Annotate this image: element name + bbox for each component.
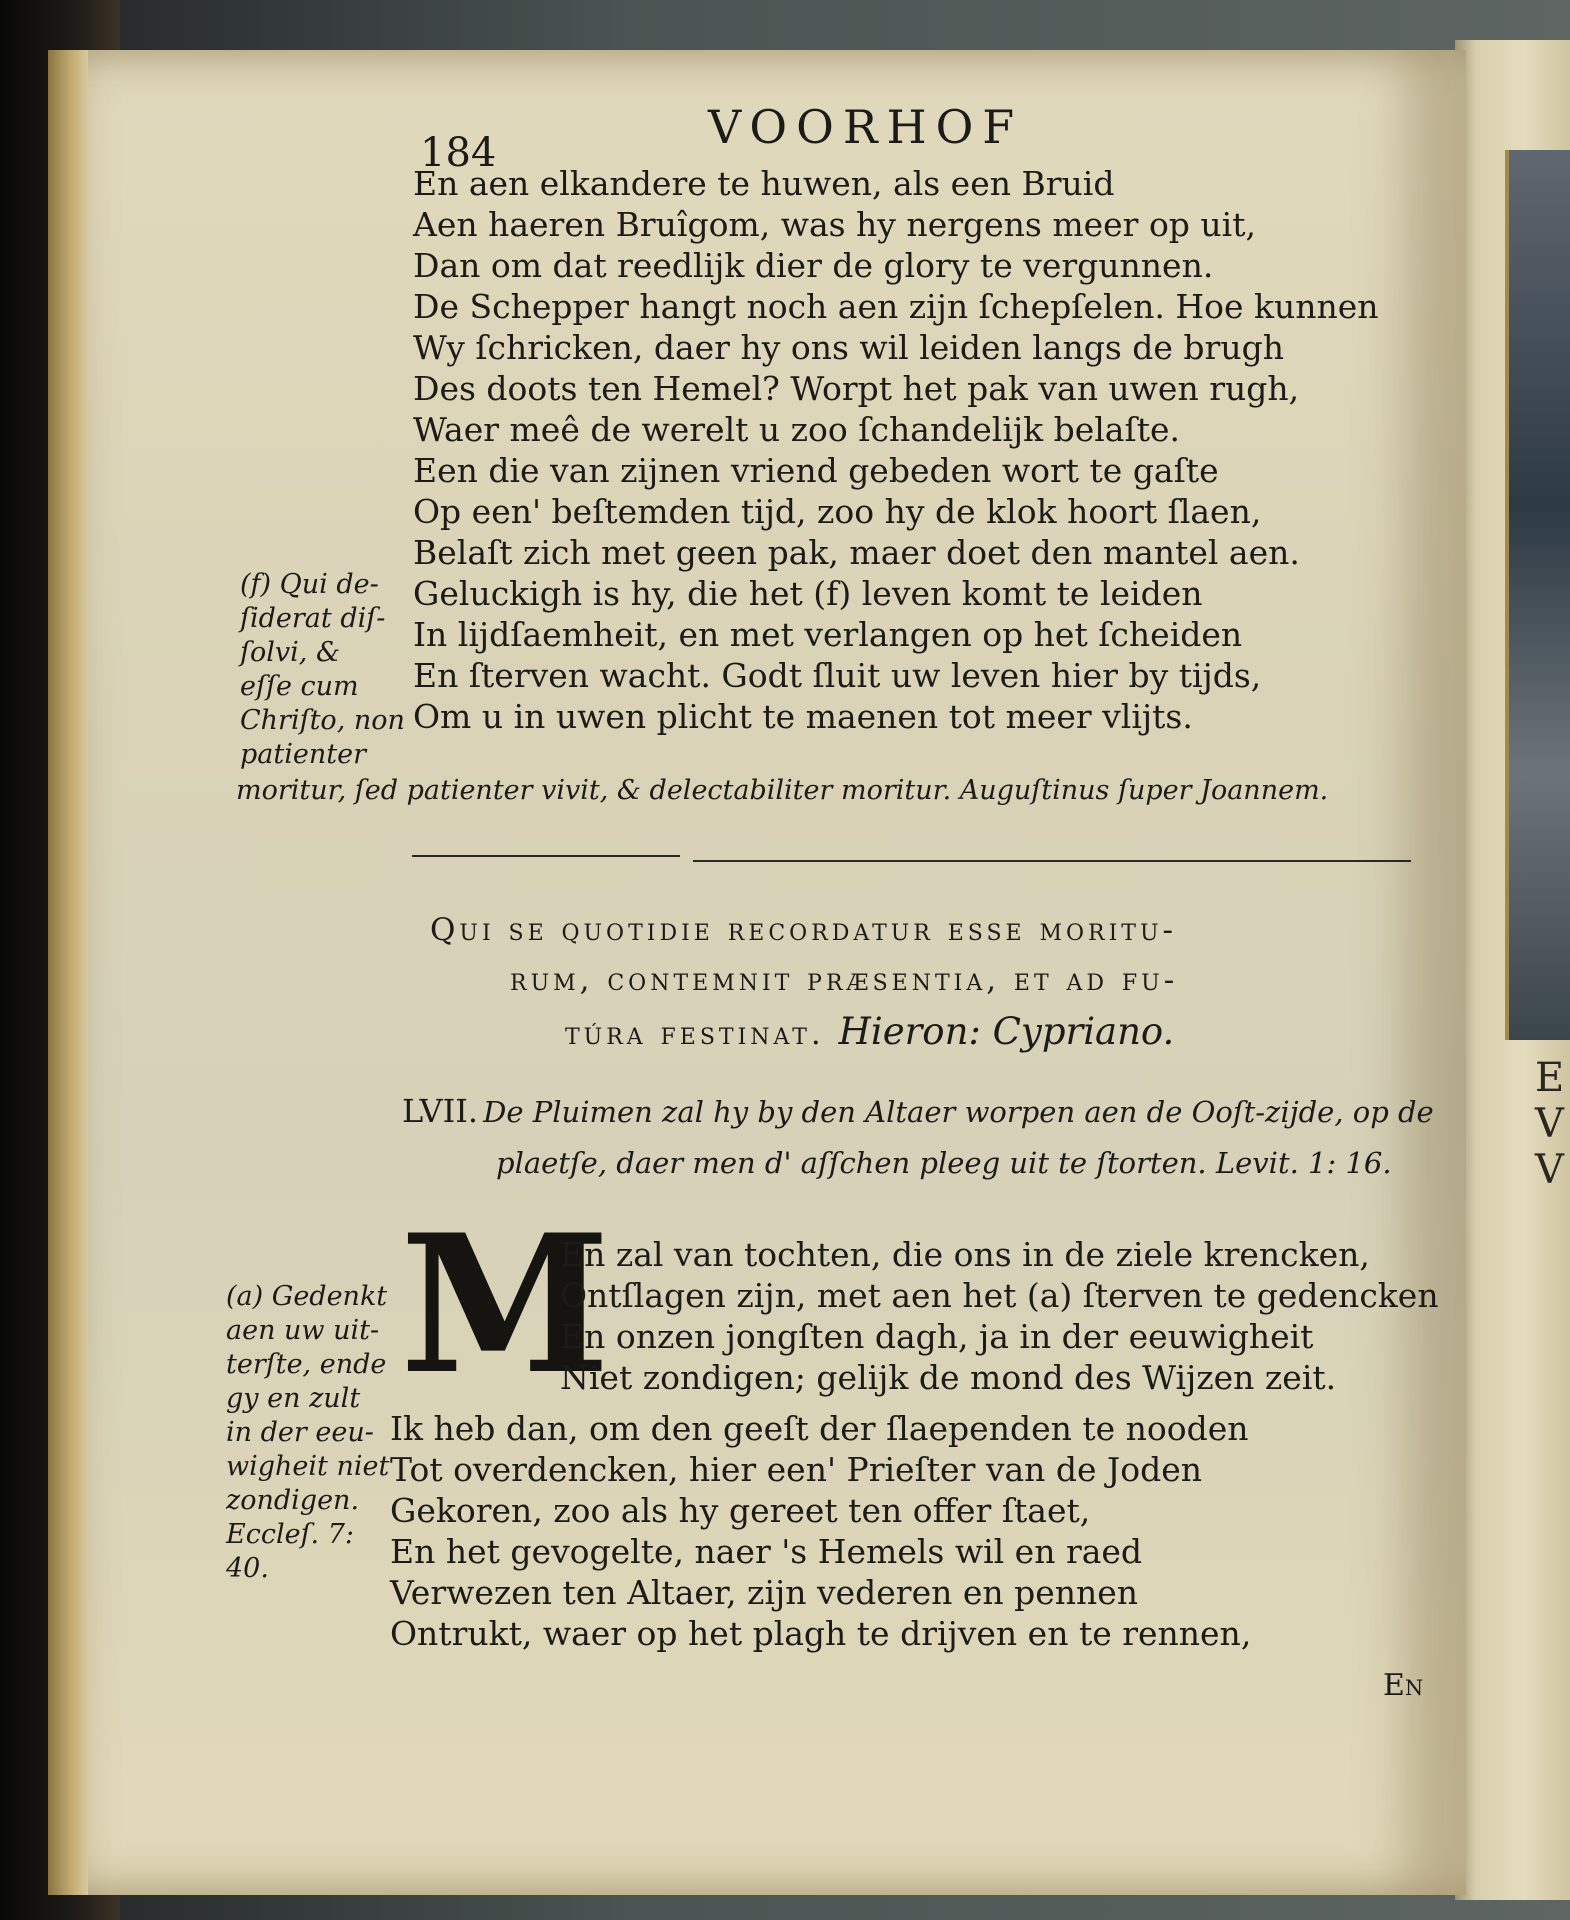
verse-line: Ontrukt, waer op het plagh te drijven en te rennen, [390, 1614, 1252, 1653]
note-line: zondigen. [226, 1485, 360, 1516]
note-line: aen uw uit- [226, 1315, 380, 1346]
lemma-line-1 [402, 1092, 1434, 1130]
verse-line: Aen haeren Bruîgom, was hy nergens meer op uit, [413, 205, 1256, 244]
marginal-note-f [240, 568, 405, 772]
verse-line: Waer meê de werelt u zoo ſchandelijk belaſte. [413, 410, 1180, 449]
drop-cap: M [400, 1193, 611, 1416]
note-line: terſte, ende [226, 1349, 387, 1380]
next-page-letter: V [1535, 1101, 1564, 1147]
lemma-text: De Pluimen zal hy by den Altaer worpen aen de Ooſt-zijde, op de [483, 1095, 1434, 1129]
verse-line: Ik heb dan, om den geeſt der ſlaependen te nooden [390, 1409, 1249, 1448]
note-line: (a) Gedenkt [226, 1281, 388, 1312]
note-line: (f) Qui de- [240, 569, 379, 600]
verse-line: Dan om dat reedlijk dier de glory te vergunnen. [413, 246, 1214, 285]
motto-text: túra festinat. [565, 1016, 825, 1052]
verse-line: En ſterven wacht. Godt ſluit uw leven hier by tijds, [413, 656, 1262, 695]
motto-line-2: rum, contemnit præsentia, et ad fu- [510, 962, 1179, 998]
verse-line: In lijdſaemheit, en met verlangen op het ſcheiden [413, 615, 1243, 654]
verse-line: Geluckigh is hy, die het (f) leven komt te leiden [413, 574, 1203, 613]
note-line: 40. [226, 1553, 269, 1584]
motto-line-3 [565, 1010, 1174, 1053]
lemma-line-2: plaetſe, daer men d' aſſchen pleeg uit te ſtorten. Levit. 1: 16. [496, 1146, 1392, 1180]
verse-line: En het gevogelte, naer 's Hemels wil en raed [390, 1532, 1143, 1571]
verse-line: Belaſt zich met geen pak, maer doet den mantel aen. [413, 533, 1300, 572]
verse-block-bottom [390, 1408, 1251, 1654]
verse-line: Des doots ten Hemel? Worpt het pak van uwen rugh, [413, 369, 1300, 408]
verse-block-indented [560, 1234, 1439, 1398]
note-line: in der eeu- [226, 1417, 374, 1448]
next-page-letter: V [1535, 1147, 1564, 1193]
verse-block-top [413, 163, 1379, 737]
marginal-note-f-continuation: moritur, ſed patienter vivit, & delectabiliter moritur. Auguſtinus ſuper Joannem. [236, 775, 1329, 806]
marginal-note-a [226, 1280, 389, 1586]
next-page-illustration [1505, 150, 1570, 1040]
next-page-letters [1535, 1055, 1570, 1193]
motto-line-1: Qui se quotidie recordatur esse moritu- [430, 912, 1177, 948]
catchword: En [1383, 1668, 1424, 1703]
verse-line: En zal van tochten, die ons in de ziele krencken, [560, 1235, 1370, 1274]
verse-line: Wy ſchricken, daer hy ons wil leiden langs de brugh [413, 328, 1284, 367]
verse-line: De Schepper hangt noch aen zijn ſchepſelen. Hoe kunnen [413, 287, 1379, 326]
verse-line: En onzen jongſten dagh, ja in der eeuwigheit [560, 1317, 1314, 1356]
lemma-number: LVII. [402, 1092, 479, 1130]
next-page-letter: E [1535, 1055, 1565, 1101]
note-line: wigheit niet [226, 1451, 390, 1482]
note-line: ſiderat diſ- [240, 603, 386, 634]
verse-line: Ontſlagen zijn, met aen het (a) ſterven te gedencken [560, 1276, 1439, 1315]
note-line: Chriſto, non [240, 705, 405, 736]
section-rule-left [412, 855, 680, 857]
page-number: 184 [420, 130, 497, 176]
verse-line: Niet zondigen; gelijk de mond des Wijzen zeit. [560, 1358, 1337, 1397]
verse-line: Een die van zijnen vriend gebeden wort te gaſte [413, 451, 1219, 490]
verse-line: Op een' beſtemden tijd, zoo hy de klok hoort ſlaen, [413, 492, 1262, 531]
verse-line: Verwezen ten Altaer, zijn vederen en pennen [390, 1573, 1139, 1612]
verse-line: Om u in uwen plicht te maenen tot meer vlijts. [413, 697, 1193, 736]
verse-line: En aen elkandere te huwen, als een Bruid [413, 164, 1115, 203]
verse-line: Tot overdencken, hier een' Prieſter van de Joden [390, 1450, 1203, 1489]
running-head: VOORHOF [708, 100, 1024, 154]
note-line: patienter [240, 739, 366, 770]
note-line: eſſe cum [240, 671, 359, 702]
note-line: Eccleſ. 7: [226, 1519, 354, 1550]
page-gutter-edge [48, 50, 88, 1895]
note-line: ſolvi, & [240, 637, 340, 668]
note-line: gy en zult [226, 1383, 361, 1414]
motto-citation: Hieron: Cypriano. [838, 1010, 1175, 1053]
verse-line: Gekoren, zoo als hy gereet ten offer ſtaet, [390, 1491, 1091, 1530]
section-rule-right [693, 860, 1411, 862]
